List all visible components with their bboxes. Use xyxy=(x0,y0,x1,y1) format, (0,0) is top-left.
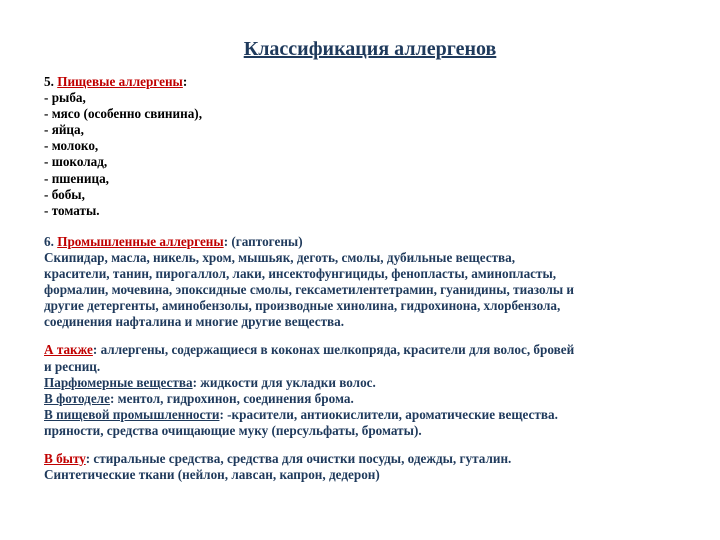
foodind-label: В пищевой промышленности xyxy=(44,406,220,422)
photo-text: : ментол, гидрохинон, соединения брома. xyxy=(109,390,354,406)
foodind-text: : -красители, антиокислители, ароматические вещества. xyxy=(219,406,558,422)
household-section xyxy=(44,451,694,483)
list-item: - томаты. xyxy=(44,202,100,218)
industrial-line: красители, танин, пирогаллол, лаки, инсектофунгициды, фенопласты, аминопласты, xyxy=(44,266,557,282)
industrial-number: 6. xyxy=(44,233,54,249)
also-line xyxy=(44,342,694,358)
list-item: - мясо (особенно свинина), xyxy=(44,106,202,122)
also-label: А также xyxy=(44,342,93,358)
industrial-line: соединения нафталина и многие другие вещества. xyxy=(44,314,345,330)
industrial-heading-line xyxy=(44,234,694,250)
industrial-line: формалин, мочевина, эпоксидные смолы, гексаметилентетрамин, гуанидины, тиазолы и xyxy=(44,282,575,298)
perfume-text: : жидкости для укладки волос. xyxy=(192,374,376,390)
list-item: - яйца, xyxy=(44,122,84,138)
list-item: - пшеница, xyxy=(44,170,109,186)
food-number: 5. xyxy=(44,74,54,89)
also-text: : аллергены, содержащиеся в коконах шелкопряда, красители для волос, бровей xyxy=(92,342,575,358)
list-item: - шоколад, xyxy=(44,154,108,170)
industrial-allergens-section xyxy=(44,234,694,331)
list-item: - рыба, xyxy=(44,90,86,106)
list-item: - молоко, xyxy=(44,138,99,154)
food-colon: : xyxy=(182,74,188,89)
list-item: - бобы, xyxy=(44,186,85,202)
food-heading: Пищевые аллергены xyxy=(57,74,183,89)
household-label: В быту xyxy=(44,450,86,466)
perfume-label: Парфюмерные вещества xyxy=(44,374,193,390)
household-text: : стиральные средства, средства для очистки посуды, одежды, гуталин. xyxy=(85,450,512,466)
industrial-heading: Промышленные аллергены xyxy=(57,233,224,249)
perfume-line xyxy=(44,375,694,391)
food-heading-line xyxy=(44,74,694,90)
industrial-line: другие детергенты, аминобензолы, производные хинолина, гидрохинона, хлорбензола, xyxy=(44,298,561,314)
food-allergens-section xyxy=(44,74,694,219)
industrial-line: Скипидар, масла, никель, хром, мышьяк, деготь, смолы, дубильные вещества, xyxy=(44,249,516,265)
photo-label: В фотоделе xyxy=(44,390,110,406)
foodind-line xyxy=(44,407,694,423)
document-body xyxy=(44,74,694,483)
also-line-cont: и ресниц. xyxy=(44,358,101,374)
industrial-suffix: : (гаптогены) xyxy=(223,233,303,249)
other-sources-section xyxy=(44,342,694,439)
photo-line xyxy=(44,391,694,407)
household-line-cont: Синтетические ткани (нейлон, лавсан, капрон, дедерон) xyxy=(44,467,380,483)
foodind-line-cont: пряности, средства очищающие муку (персульфаты, броматы). xyxy=(44,422,422,438)
page-title: Классификация аллергенов xyxy=(243,38,497,60)
household-line xyxy=(44,451,694,467)
